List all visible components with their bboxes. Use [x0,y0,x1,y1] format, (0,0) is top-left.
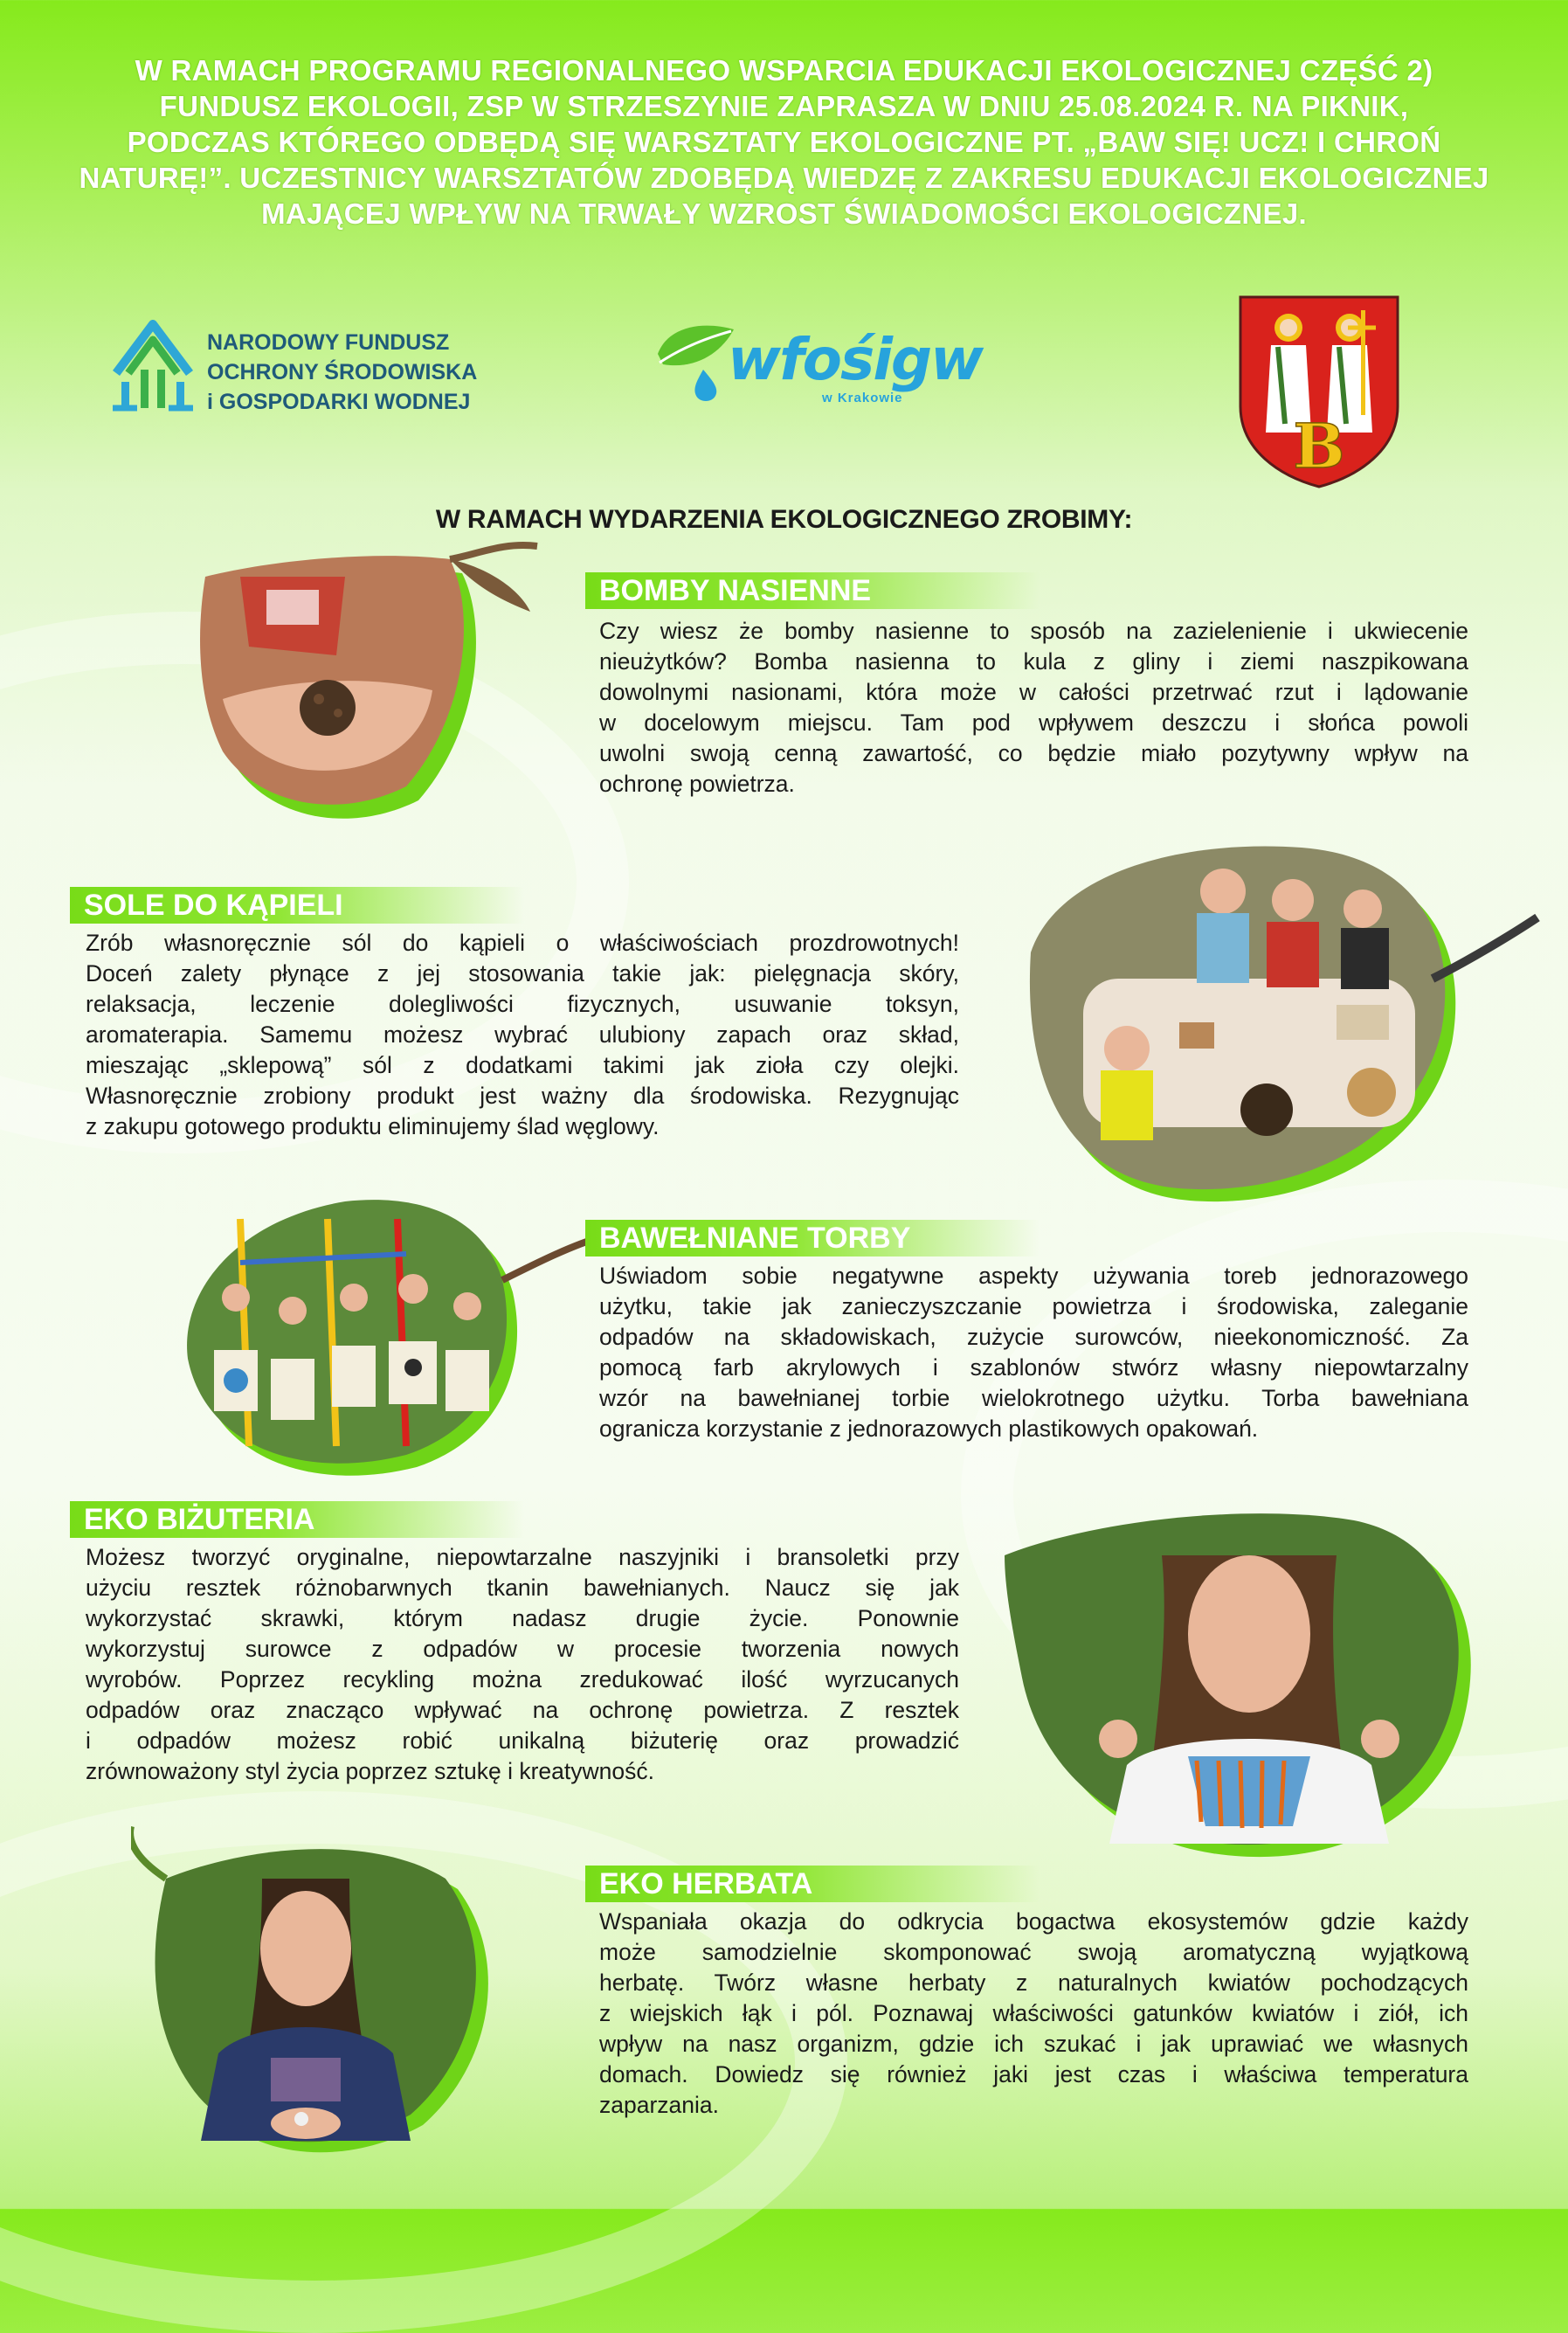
text-line: w docelowym miejscu. Tam pod wpływem deszczu i słońca powoli [599,710,1468,736]
nfosigw-name-line: i GOSPODARKI WODNEJ [207,390,471,414]
text-line: dowolnymi nasionami, która może w całości przetrwać rzut i lądowanie [599,679,1468,705]
wfosigw-logo [651,319,983,415]
text-line: ogranicza korzystanie z jednorazowych plastikowych opakowań. [599,1416,1259,1442]
nfosigw-name-line: NARODOWY FUNDUSZ [207,330,450,355]
text-line: uwolni swoją cenną zawartość, co będzie miało pozytywny wpływ na [599,740,1468,766]
text-line: mieszając „sklepową” sól z dodatkami takimi jak zioła czy olejki. [86,1052,959,1078]
text-line: Czy wiesz że bomby nasienne to sposób na zazielenienie i ukwiecenie [599,618,1468,644]
text-line: relaksacja, leczenie dolegliwości fizycznych, usuwanie toksyn, [86,991,959,1017]
nfosigw-logo [109,319,511,415]
text-line: zrównoważony styl życia poprzez sztukę i kreatywność. [86,1758,654,1784]
text-line: domach. Dowiedz się również jaki jest czas i właściwa temperatura [599,2061,1468,2087]
header-line: NATURĘ!”. UCZESTNICY WARSZTATÓW ZDOBĘDĄ WIEDZĘ Z ZAKRESU EDUKACJI EKOLOGICZNEJ [79,162,1489,194]
text-line: herbatę. Twórz własne herbaty z naturalnych kwiatów pochodzących [599,1970,1468,1996]
text-line: Zrób własnoręcznie sól do kąpieli o właściwościach prozdrowotnych! [86,930,959,956]
header-line: FUNDUSZ EKOLOGII, ZSP W STRZESZYNIE ZAPRASZA W DNIU 25.08.2024 R. NA PIKNIK, [159,90,1409,122]
seed-bomb-photo-leaf [188,542,555,830]
svg-text:B: B [1293,410,1345,482]
text-line: Własnoręcznie zrobiony produkt jest ważny dla środowiska. Rezygnując [86,1083,959,1109]
activity-title: EKO HERBATA [599,1867,813,1900]
activity-description [86,928,959,1142]
text-line: zaparzania. [599,2092,720,2118]
wfosigw-wordmark: wfośigw [728,326,983,393]
activity-description [86,1542,959,1787]
text-line: wyrobów. Poprzez recykling można zredukować ilość wyrzucanych [86,1666,959,1693]
text-line: aromaterapia. Samemu możesz wybrać ulubiony zapach oraz skład, [86,1021,959,1048]
leaf-drop-icon [651,319,738,406]
activity-title: SOLE DO KĄPIELI [84,889,343,922]
activity-banner [585,1866,1040,1902]
activity-description [599,616,1468,800]
activity-banner [585,572,1040,609]
nfosigw-emblem-icon [109,319,197,415]
bath-salts-photo-leaf [1005,830,1546,1215]
header-announcement [52,52,1516,232]
activity-description [599,1907,1468,2121]
text-line: i odpadów możesz robić unikalną biżuterię oraz prowadzić [86,1727,959,1754]
text-line: Możesz tworzyć oryginalne, niepowtarzalne naszyjniki i bransoletki przy [86,1544,959,1570]
header-line: W RAMACH PROGRAMU REGIONALNEGO WSPARCIA EDUKACJI EKOLOGICZNEJ CZĘŚĆ 2) [135,54,1433,87]
eco-jewelry-photo-leaf [987,1485,1537,1870]
text-line: wykorzystuj surowce z odpadów w procesie tworzenia nowych [86,1636,959,1662]
text-line: wykorzystać skrawki, którym nadasz drugie życie. Ponownie [86,1605,959,1631]
section-title: W RAMACH WYDARZENIA EKOLOGICZNEGO ZROBIMY: [435,505,1133,534]
eco-tea-photo-leaf [131,1826,515,2158]
activity-banner [70,1501,524,1538]
text-line: ochronę powietrza. [599,771,795,797]
activity-banner [585,1220,1040,1256]
municipal-crest-icon [1236,293,1402,489]
text-line: z zakupu gotowego produktu eliminujemy ślad węglowy. [86,1113,660,1139]
text-line: Uświadom sobie negatywne aspekty używania toreb jednorazowego [599,1263,1468,1289]
text-line: może samodzielnie skomponować swoją aromatyczną wyjątkową [599,1939,1468,1965]
text-line: Doceń zalety płynące z jej stosowania takie jak: pielęgnacja skóry, [86,960,959,987]
activity-banner [70,887,524,924]
text-line: Wspaniała okazja do odkrycia bogactwa ekosystemów gdzie każdy [599,1908,1468,1935]
activity-title: BAWEŁNIANE TORBY [599,1222,911,1255]
text-line: wpływ na nasz organizm, gdzie ich szukać i jak uprawiać we własnych [599,2031,1468,2057]
wfosigw-subtitle: w Krakowie [822,391,903,405]
text-line: użytku, takie jak zanieczyszczanie powietrza i środowiska, zaleganie [599,1293,1468,1319]
text-line: nieużytków? Bomba nasienna to kula z gliny i ziemi naszpikowana [599,648,1468,675]
text-line: wzór na bawełnianej torbie wielokrotnego użytku. Torba bawełniana [599,1385,1468,1411]
header-line: PODCZAS KTÓREGO ODBĘDĄ SIĘ WARSZTATY EKOLOGICZNE PT. „BAW SIĘ! UCZ! I CHROŃ [127,126,1441,158]
text-line: odpadów oraz znacząco wpływać na ochronę powietrza. Z resztek [86,1697,959,1723]
text-line: użyciu resztek różnobarwnych tkanin bawełnianych. Naucz się jak [86,1575,959,1601]
text-line: z wiejskich łąk i pól. Poznawaj właściwości gatunków kwiatów i ziół, ich [599,2000,1468,2026]
activity-title: EKO BIŻUTERIA [84,1503,315,1536]
nfosigw-name-line: OCHRONY ŚRODOWISKA [207,360,478,384]
text-line: pomocą farb akrylowych i szablonów stwórz własny niepowtarzalny [599,1354,1468,1381]
text-line: odpadów na składowiskach, zużycie surowców, nieekonomiczność. Za [599,1324,1468,1350]
cotton-bags-photo-leaf [170,1184,607,1481]
activity-title: BOMBY NASIENNE [599,574,872,607]
activity-description [599,1261,1468,1444]
header-line: MAJĄCEJ WPŁYW NA TRWAŁY WZROST ŚWIADOMOŚCI EKOLOGICZNEJ. [261,197,1307,230]
